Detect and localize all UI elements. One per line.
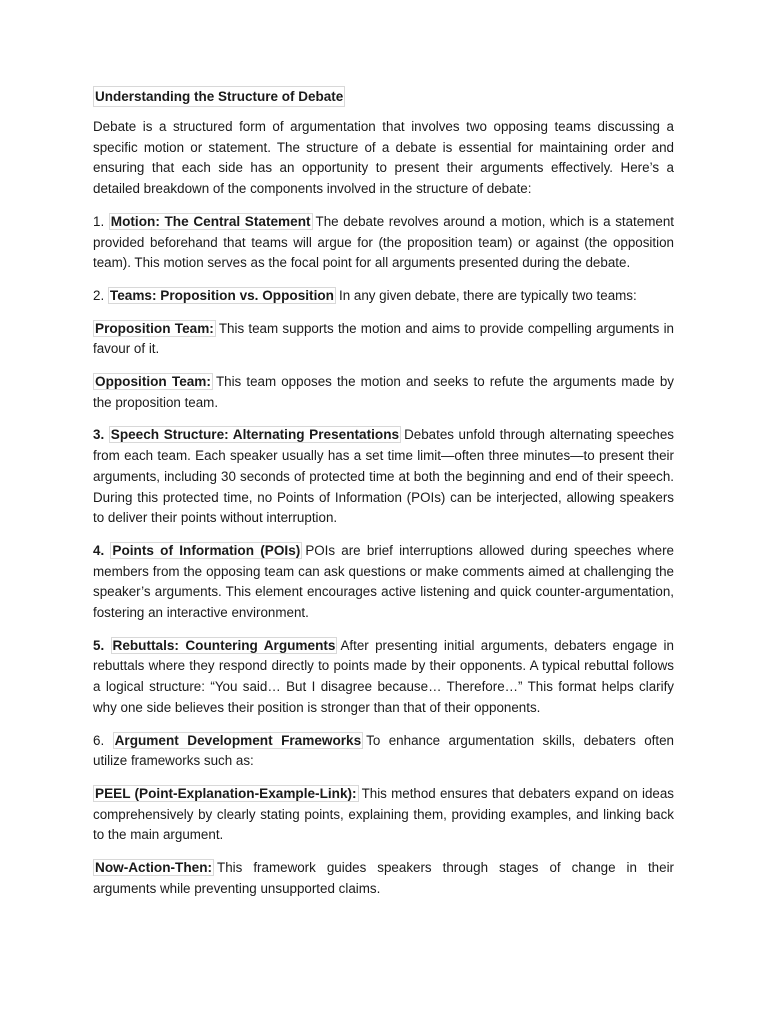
section-body: In any given debate, there are typically two teams: — [338, 287, 637, 303]
section-body: This framework guides speakers through stages of change in their arguments while preventing unsupported claims. — [93, 860, 674, 896]
section-number: 6. — [93, 732, 105, 748]
section-rebuttals — [93, 636, 674, 719]
section-heading: Proposition Team: — [95, 320, 214, 336]
section-heading: Speech Structure: Alternating Presentations — [110, 427, 400, 443]
section-heading: Motion: The Central Statement — [110, 213, 311, 229]
document-title: Understanding the Structure of Debate — [93, 86, 345, 107]
section-heading: Now-Action-Then: — [95, 860, 213, 876]
section-motion — [93, 212, 674, 274]
section-speech-structure — [93, 425, 674, 529]
section-heading: PEEL (Point-Explanation-Example-Link): — [95, 785, 357, 801]
section-teams — [93, 286, 674, 307]
section-body: This team opposes the motion and seeks to refute the arguments made by the proposition team. — [93, 374, 674, 410]
section-heading: Opposition Team: — [95, 374, 211, 390]
section-pois — [93, 541, 674, 624]
section-body: This method ensures that debaters expand on ideas comprehensively by clearly stating points, explaining them, providing examples, and linking back to the main argument. — [93, 785, 674, 843]
section-proposition-team — [93, 319, 674, 360]
section-body: POIs are brief interruptions allowed during speeches where members from the opposing team can ask questions or make comments aimed at challenging the speaker’s arguments. This element encourages active listening and quick counter-argumentation, fostering an interactive environment. — [93, 542, 674, 621]
section-heading: Points of Information (POIs) — [112, 542, 301, 558]
intro-paragraph: Debate is a structured form of argumentation that involves two opposing teams discussing a specific motion or statement. The structure of a debate is essential for maintaining order and ensuring that each side has an opportunity to present their arguments effectively. Here’s a detailed breakdown of the components involved in the structure of debate: — [93, 119, 674, 197]
section-number: 2. — [93, 287, 105, 303]
section-now-action-then — [93, 858, 674, 899]
section-body: After presenting initial arguments, debaters engage in rebuttals where they respond directly to points made by their opponents. A typical rebuttal follows a logical structure: “You said… But I disagree because… Therefore…” This format helps clarify why one side believes their position is stronger than that of their opponents. — [93, 637, 674, 715]
section-number: 1. — [93, 213, 105, 229]
section-body: To enhance argumentation skills, debaters often utilize frameworks such as: — [93, 732, 674, 769]
section-number: 5. — [93, 637, 105, 653]
section-peel — [93, 784, 674, 846]
document-page — [93, 86, 674, 912]
section-body: The debate revolves around a motion, which is a statement provided beforehand that teams will argue for (the proposition team) or against (the opposition team). This motion serves as the focal point for all arguments presented during the debate. — [93, 213, 674, 271]
section-number: 4. — [93, 542, 105, 558]
section-heading: Argument Development Frameworks — [114, 732, 362, 748]
section-heading: Teams: Proposition vs. Opposition — [109, 287, 334, 303]
section-number: 3. — [93, 427, 105, 443]
section-body: This team supports the motion and aims to provide compelling arguments in favour of it. — [93, 320, 674, 357]
section-frameworks — [93, 731, 674, 772]
section-heading: Rebuttals: Countering Arguments — [112, 637, 336, 653]
section-body: Debates unfold through alternating speeches from each team. Each speaker usually has a set time limit—often three minutes—to present their arguments, including 30 seconds of protected time at both the beginning and end of their speech. During this protected time, no Points of Information (POIs) can be interjected, allowing speakers to deliver their points without interruption. — [93, 427, 675, 526]
section-opposition-team — [93, 372, 674, 413]
title-container — [93, 86, 674, 107]
